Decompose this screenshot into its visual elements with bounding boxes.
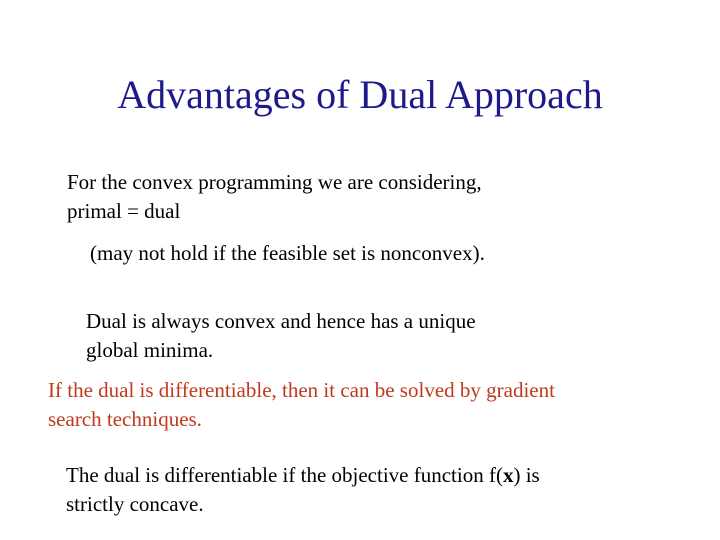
paragraph-line: Dual is always convex and hence has a unique xyxy=(86,309,476,333)
paragraph-differentiable-condition xyxy=(66,461,540,519)
text-segment: ) is xyxy=(513,463,540,487)
paragraph-line: (may not hold if the feasible set is nonconvex). xyxy=(90,241,485,265)
paragraph-line: For the convex programming we are considering, xyxy=(67,170,482,194)
paragraph-convex-programming xyxy=(67,168,482,226)
paragraph-line: If the dual is differentiable, then it can be solved by gradient xyxy=(48,378,555,402)
paragraph-line xyxy=(66,461,540,490)
paragraph-line: strictly concave. xyxy=(66,492,204,516)
slide-title: Advantages of Dual Approach xyxy=(117,72,603,117)
paragraph-dual-convex xyxy=(86,307,476,365)
paragraph-line: search techniques. xyxy=(48,407,202,431)
paragraph-line: global minima. xyxy=(86,338,214,362)
text-segment: The dual is differentiable if the objective function f( xyxy=(66,463,503,487)
bold-variable: x xyxy=(502,463,514,487)
paragraph-gradient-search xyxy=(48,376,555,434)
paragraph-line: primal = dual xyxy=(67,199,181,223)
paragraph-nonconvex-note xyxy=(90,239,485,268)
